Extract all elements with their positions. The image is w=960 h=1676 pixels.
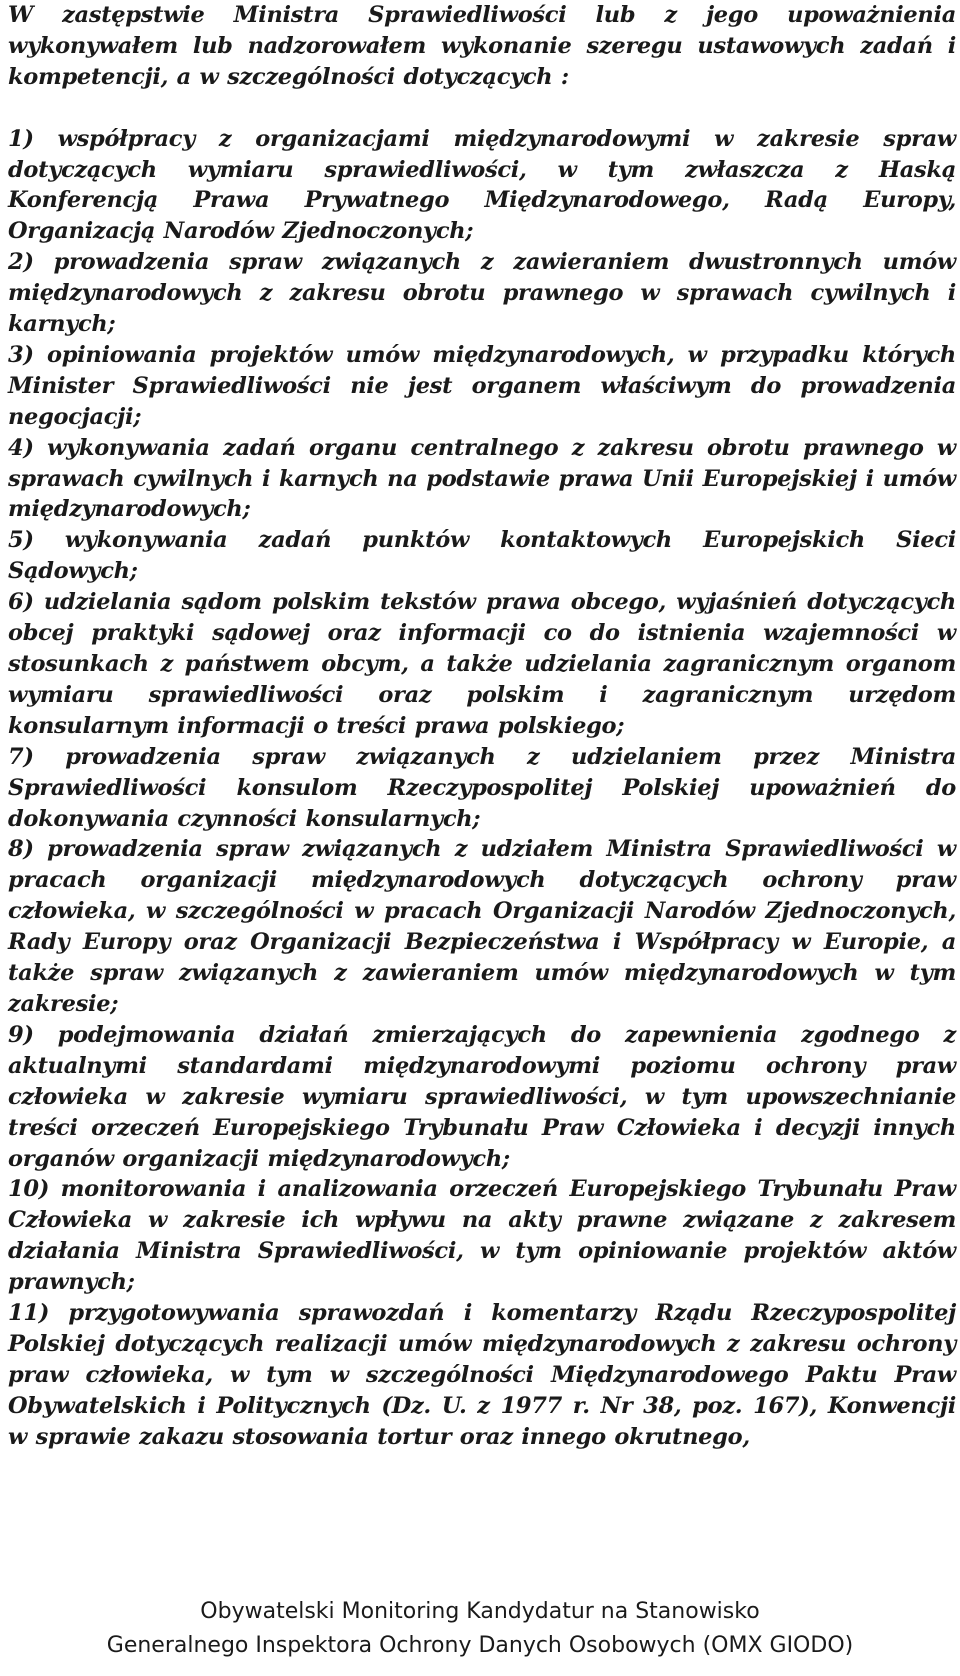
footer-line-1: Obywatelski Monitoring Kandydatur na Stanowisko	[200, 1599, 760, 1624]
intro-paragraph: W zastępstwie Ministra Sprawiedliwości lub z jego upoważnienia wykonywałem lub nadzorowałem wykonanie szeregu ustawowych zadań i kompetencji, a w szczególności dotyczących :	[8, 2, 956, 90]
list-item-10: 10) monitorowania i analizowania orzeczeń Europejskiego Trybunału Praw Człowieka w zakresie ich wpływu na akty prawne związane z zakresem działania Ministra Sprawiedliwości, w tym opiniowanie projektów aktów prawnych;	[8, 1176, 956, 1296]
document-page	[8, 0, 956, 1453]
list-item-3: 3) opiniowania projektów umów międzynarodowych, w przypadku których Minister Sprawiedliwości nie jest organem właściwym do prowadzenia negocjacji;	[8, 341, 956, 430]
footer-line-2: Generalnego Inspektora Ochrony Danych Osobowych (OMX GIODO)	[106, 1633, 854, 1658]
list-item-7: 7) prowadzenia spraw związanych z udzielaniem przez Ministra Sprawiedliwości konsulom Rzeczypospolitej Polskiej upoważnień do dokonywania czynności konsularnych;	[8, 743, 956, 832]
list-item-11: 11) przygotowywania sprawozdań i komentarzy Rządu Rzeczypospolitej Polskiej dotyczących realizacji umów międzynarodowych z zakresu ochrony praw człowieka, w tym w szczególności Międzynarodowego Paktu Praw Obywatelskich i Politycznych (Dz. U. z 1977 r. Nr 38, poz. 167), Konwencji w sprawie zakazu stosowania tortur oraz innego okrutnego,	[8, 1300, 956, 1450]
list-item-9: 9) podejmowania działań zmierzających do zapewnienia zgodnego z aktualnymi standardami międzynarodowymi poziomu ochrony praw człowieka w zakresie wymiaru sprawiedliwości, w tym upowszechnianie treści orzeczeń Europejskiego Trybunału Praw Człowieka i decyzji innych organów organizacji międzynarodowych;	[8, 1021, 956, 1172]
list-item-5: 5) wykonywania zadań punktów kontaktowych Europejskich Sieci Sądowych;	[8, 527, 956, 585]
page-footer	[0, 1595, 960, 1663]
list-item-2: 2) prowadzenia spraw związanych z zawieraniem dwustronnych umów międzynarodowych z zakresu obrotu prawnego w sprawach cywilnych i karnych;	[8, 249, 956, 338]
paragraph-gap	[8, 93, 956, 124]
list-item-8: 8) prowadzenia spraw związanych z udziałem Ministra Sprawiedliwości w pracach organizacji międzynarodowych dotyczących ochrony praw człowieka, w szczególności w pracach Organizacji Narodów Zjednoczonych, Rady Europy oraz Organizacji Bezpieczeństwa i Współpracy w Europie, a także spraw związanych z zawieraniem umów międzynarodowych w tym zakresie;	[8, 836, 956, 1017]
list-item-4: 4) wykonywania zadań organu centralnego z zakresu obrotu prawnego w sprawach cywilnych i karnych na podstawie prawa Unii Europejskiej i umów międzynarodowych;	[8, 434, 956, 523]
list-item-1: 1) współpracy z organizacjami międzynarodowymi w zakresie spraw dotyczących wymiaru sprawiedliwości, w tym zwłaszcza z Haską Konferencją Prawa Prywatnego Międzynarodowego, Radą Europy, Organizacją Narodów Zjednoczonych;	[8, 125, 956, 245]
list-item-6: 6) udzielania sądom polskim tekstów prawa obcego, wyjaśnień dotyczących obcej praktyki sądowej oraz informacji co do istnienia wzajemności w stosunkach z państwem obcym, a także udzielania zagranicznym organom wymiaru sprawiedliwości oraz polskim i zagranicznym urzędom konsularnym informacji o treści prawa polskiego;	[8, 589, 956, 739]
duties-list	[8, 124, 956, 1453]
